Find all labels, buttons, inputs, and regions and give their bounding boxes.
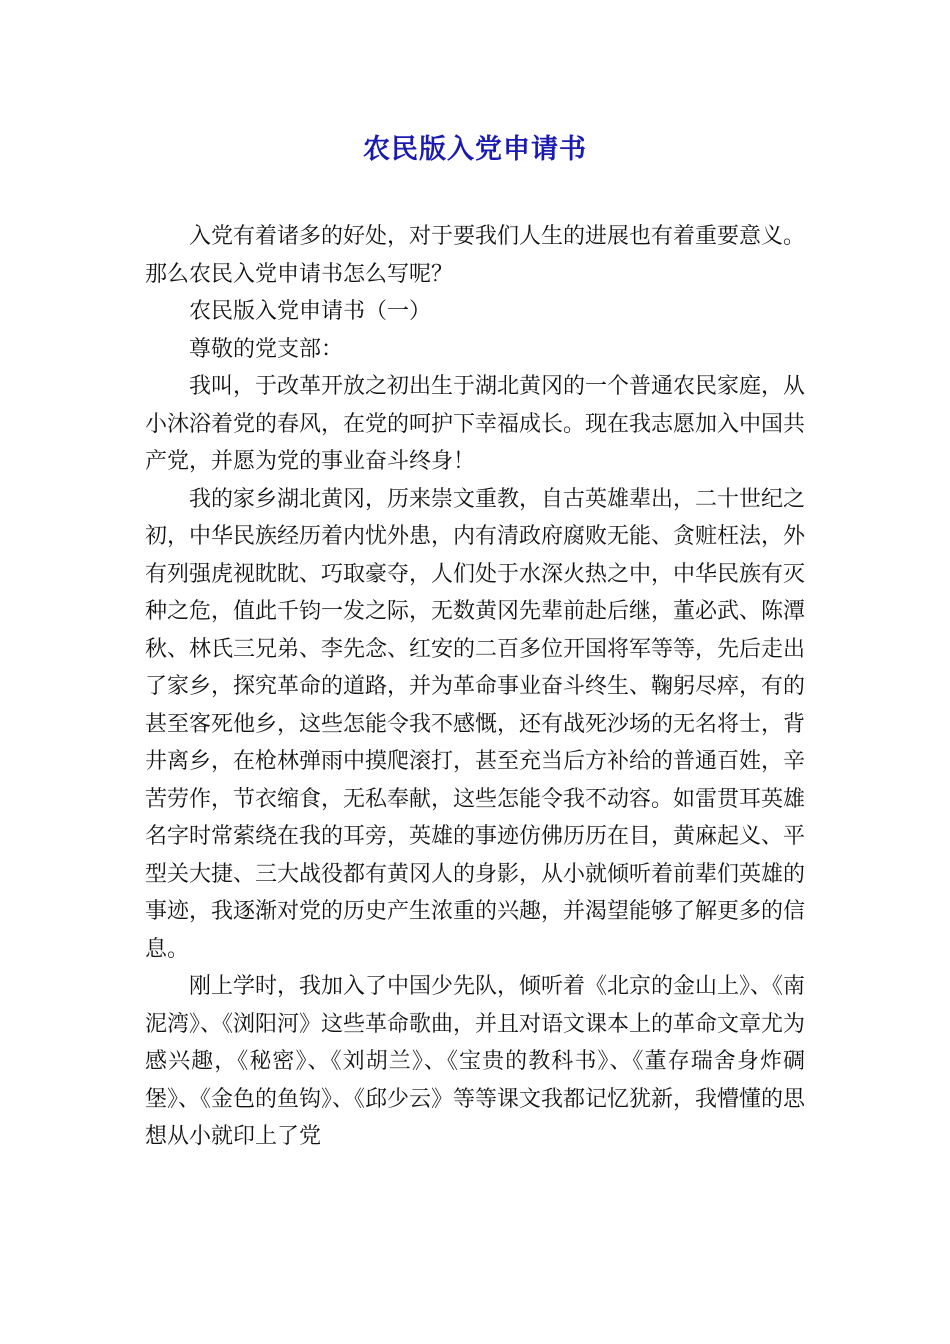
paragraph-hometown: 我的家乡湖北黄冈，历来崇文重教，自古英雄辈出，二十世纪之初，中华民族经历着内忧外患，内有清政府腐败无能、贪赃枉法，外有列强虎视眈眈、巧取豪夺，人们处于水深火热之中，中华民族有灭种之危，值此千钧一发之际，无数黄冈先辈前赴后继，董必武、陈潭秋、林氏三兄弟、李先念、红安的二百多位开国将军等等，先后走出了家乡，探究革命的道路，并为革命事业奋斗终生、鞠躬尽瘁，有的甚至客死他乡，这些怎能令我不感慨，还有战死沙场的无名将士，背井离乡，在枪林弹雨中摸爬滚打，甚至充当后方补给的普通百姓，辛苦劳作，节衣缩食，无私奉献，这些怎能令我不动容。如雷贯耳英雄名字时常萦绕在我的耳旁，英雄的事迹仿佛历历在目，黄麻起义、平型关大捷、三大战役都有黄冈人的身影，从小就倾听着前辈们英雄的事迹，我逐渐对党的历史产生浓重的兴趣，并渴望能够了解更多的信息。 [145,486,806,962]
document-body [145,218,805,1156]
document-title: 农民版入党申请书 [363,134,587,165]
paragraph-salutation: 尊敬的党支部： [189,336,344,362]
paragraph-subtitle: 农民版入党申请书（一） [189,299,432,324]
paragraph-school: 刚上学时，我加入了中国少先队，倾听着《北京的金山上》、《南泥湾》、《浏阳河》这些革命歌曲，并且对语文课本上的革命文章尤为感兴趣，《秘密》、《刘胡兰》、《宝贵的教科书》、《董存瑞舍身炸碉堡》、《金色的鱼钩》、《邱少云》等等课文我都记忆犹新，我懵懂的思想从小就印上了党 [145,974,806,1149]
paragraph-self-introduction: 我叫，于改革开放之初出生于湖北黄冈的一个普通农民家庭，从小沐浴着党的春风，在党的呵护下幸福成长。现在我志愿加入中国共产党，并愿为党的事业奋斗终身！ [145,374,806,474]
paragraph-intro: 入党有着诸多的好处，对于要我们人生的进展也有着重要意义。那么农民入党申请书怎么写呢？ [145,224,806,287]
